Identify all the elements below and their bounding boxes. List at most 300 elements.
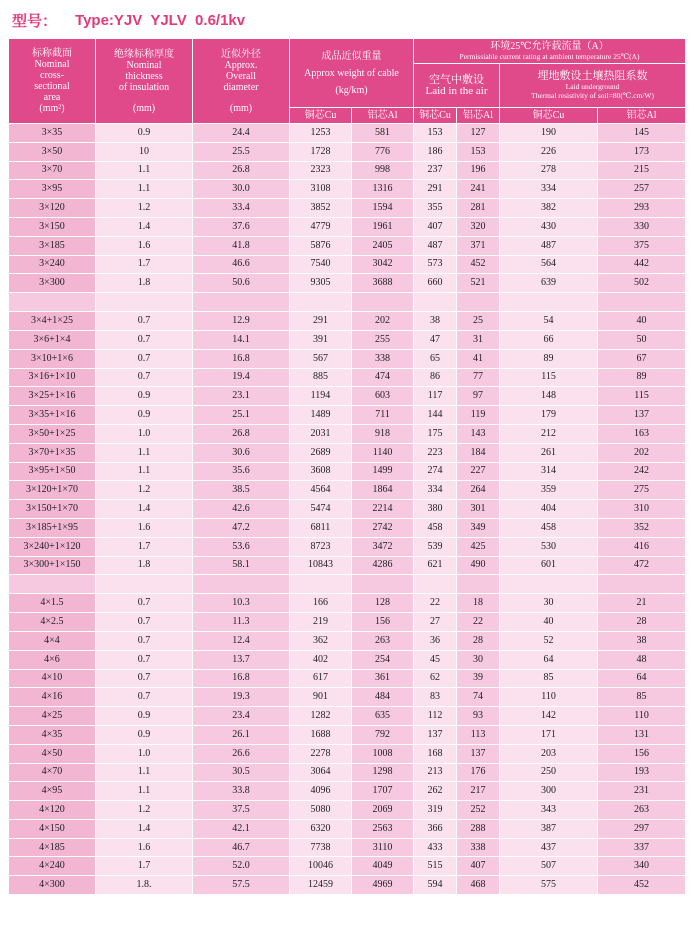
cell-ground-cu: 343 xyxy=(500,801,598,820)
cell-ground-al: 28 xyxy=(598,613,686,632)
cell-weight-al: 156 xyxy=(352,613,414,632)
cell-ground-al: 257 xyxy=(598,180,686,199)
cell-air-cu: 137 xyxy=(414,725,457,744)
cell-ground-al: 64 xyxy=(598,669,686,688)
table-row xyxy=(9,876,686,895)
spacer-cell xyxy=(96,575,193,594)
cell-weight-cu: 10843 xyxy=(290,556,352,575)
cell-air-al: 153 xyxy=(457,142,500,161)
cell-ground-cu: 601 xyxy=(500,556,598,575)
cell-insulation: 1.4 xyxy=(96,819,193,838)
cell-ground-al: 193 xyxy=(598,763,686,782)
cell-diameter: 47.2 xyxy=(193,518,290,537)
cell-weight-cu: 391 xyxy=(290,330,352,349)
table-row xyxy=(9,594,686,613)
cell-insulation: 1.2 xyxy=(96,801,193,820)
cell-air-al: 252 xyxy=(457,801,500,820)
cell-diameter: 42.6 xyxy=(193,500,290,519)
cell-insulation: 0.7 xyxy=(96,631,193,650)
cell-weight-al: 918 xyxy=(352,424,414,443)
model-type: Type:YJV YJLV 0.6/1kv xyxy=(75,11,246,29)
cell-ground-al: 173 xyxy=(598,142,686,161)
cell-weight-cu: 10046 xyxy=(290,857,352,876)
cell-weight-al: 1140 xyxy=(352,443,414,462)
table-row xyxy=(9,650,686,669)
cell-air-al: 28 xyxy=(457,631,500,650)
cell-diameter: 41.8 xyxy=(193,236,290,255)
cell-weight-al: 1499 xyxy=(352,462,414,481)
cell-air-al: 176 xyxy=(457,763,500,782)
cell-weight-cu: 5080 xyxy=(290,801,352,820)
cell-cross-section: 4×95 xyxy=(9,782,96,801)
table-row xyxy=(9,330,686,349)
table-row xyxy=(9,613,686,632)
cell-diameter: 33.8 xyxy=(193,782,290,801)
cell-cross-section: 3×185+1×95 xyxy=(9,518,96,537)
cell-cross-section: 4×150 xyxy=(9,819,96,838)
cell-air-al: 468 xyxy=(457,876,500,895)
table-row xyxy=(9,462,686,481)
table-row xyxy=(9,406,686,425)
cell-insulation: 1.8 xyxy=(96,556,193,575)
cell-diameter: 26.6 xyxy=(193,744,290,763)
cell-air-al: 113 xyxy=(457,725,500,744)
cell-cross-section: 3×150 xyxy=(9,217,96,236)
table-body xyxy=(9,124,686,895)
cell-diameter: 12.4 xyxy=(193,631,290,650)
cell-ground-cu: 430 xyxy=(500,217,598,236)
cell-diameter: 13.7 xyxy=(193,650,290,669)
cell-weight-cu: 3108 xyxy=(290,180,352,199)
cell-insulation: 0.9 xyxy=(96,406,193,425)
cell-air-cu: 65 xyxy=(414,349,457,368)
cell-weight-cu: 2689 xyxy=(290,443,352,462)
cell-insulation: 1.6 xyxy=(96,518,193,537)
cell-air-cu: 45 xyxy=(414,650,457,669)
cell-weight-al: 603 xyxy=(352,387,414,406)
cell-air-al: 281 xyxy=(457,199,500,218)
cell-ground-al: 215 xyxy=(598,161,686,180)
cell-weight-cu: 5474 xyxy=(290,500,352,519)
cell-weight-al: 1316 xyxy=(352,180,414,199)
cell-weight-cu: 1282 xyxy=(290,707,352,726)
cell-weight-cu: 3608 xyxy=(290,462,352,481)
cell-weight-al: 3472 xyxy=(352,537,414,556)
spacer-cell xyxy=(457,293,500,312)
cell-ground-al: 85 xyxy=(598,688,686,707)
cell-air-cu: 168 xyxy=(414,744,457,763)
cell-weight-cu: 362 xyxy=(290,631,352,650)
cell-cross-section: 3×6+1×4 xyxy=(9,330,96,349)
header-air-al: 铝芯Al xyxy=(457,108,500,124)
cell-weight-al: 2742 xyxy=(352,518,414,537)
cell-diameter: 25.5 xyxy=(193,142,290,161)
cell-diameter: 19.3 xyxy=(193,688,290,707)
cell-ground-cu: 530 xyxy=(500,537,598,556)
cell-ground-cu: 261 xyxy=(500,443,598,462)
table-row xyxy=(9,707,686,726)
cell-weight-al: 3688 xyxy=(352,274,414,293)
table-row xyxy=(9,857,686,876)
cell-weight-al: 792 xyxy=(352,725,414,744)
header-weight-al: 铝芯Al xyxy=(352,108,414,124)
header-cross-section: 标称截面 Nominal cross- sectional area (mm²) xyxy=(9,39,96,124)
cell-diameter: 26.1 xyxy=(193,725,290,744)
spacer-cell xyxy=(457,575,500,594)
cell-weight-cu: 9305 xyxy=(290,274,352,293)
cell-insulation: 1.1 xyxy=(96,763,193,782)
cell-air-al: 349 xyxy=(457,518,500,537)
cell-diameter: 42.1 xyxy=(193,819,290,838)
cell-ground-al: 163 xyxy=(598,424,686,443)
cell-cross-section: 4×50 xyxy=(9,744,96,763)
cell-insulation: 1.6 xyxy=(96,838,193,857)
cell-air-al: 119 xyxy=(457,406,500,425)
cell-air-al: 143 xyxy=(457,424,500,443)
cell-weight-al: 1961 xyxy=(352,217,414,236)
cell-cross-section: 3×300+1×150 xyxy=(9,556,96,575)
cell-cross-section: 3×95 xyxy=(9,180,96,199)
cell-weight-al: 3110 xyxy=(352,838,414,857)
cell-weight-cu: 402 xyxy=(290,650,352,669)
cell-weight-cu: 5876 xyxy=(290,236,352,255)
cell-insulation: 1.1 xyxy=(96,161,193,180)
spacer-cell xyxy=(352,293,414,312)
cell-air-al: 18 xyxy=(457,594,500,613)
cell-ground-cu: 564 xyxy=(500,255,598,274)
spacer-cell xyxy=(414,293,457,312)
cell-weight-cu: 2278 xyxy=(290,744,352,763)
cell-air-cu: 621 xyxy=(414,556,457,575)
cell-ground-cu: 212 xyxy=(500,424,598,443)
cell-air-cu: 380 xyxy=(414,500,457,519)
cell-ground-cu: 300 xyxy=(500,782,598,801)
cell-diameter: 16.8 xyxy=(193,669,290,688)
cell-diameter: 14.1 xyxy=(193,330,290,349)
cell-cross-section: 4×25 xyxy=(9,707,96,726)
cell-weight-al: 1008 xyxy=(352,744,414,763)
cell-ground-al: 502 xyxy=(598,274,686,293)
cell-diameter: 30.5 xyxy=(193,763,290,782)
cell-insulation: 1.1 xyxy=(96,782,193,801)
cell-weight-al: 1594 xyxy=(352,199,414,218)
table-row xyxy=(9,763,686,782)
table-row xyxy=(9,387,686,406)
cell-air-cu: 407 xyxy=(414,217,457,236)
cell-diameter: 23.1 xyxy=(193,387,290,406)
cell-ground-cu: 507 xyxy=(500,857,598,876)
cell-insulation: 0.7 xyxy=(96,368,193,387)
cell-ground-cu: 404 xyxy=(500,500,598,519)
cell-ground-cu: 639 xyxy=(500,274,598,293)
spacer-cell xyxy=(598,293,686,312)
cell-ground-cu: 179 xyxy=(500,406,598,425)
cell-cross-section: 3×120+1×70 xyxy=(9,481,96,500)
header-weight: 成品近似重量 Approx weight of cable (kg/km) xyxy=(290,39,414,108)
cell-ground-cu: 85 xyxy=(500,669,598,688)
table-row xyxy=(9,443,686,462)
cell-cross-section: 4×185 xyxy=(9,838,96,857)
cell-ground-al: 115 xyxy=(598,387,686,406)
cell-diameter: 24.4 xyxy=(193,124,290,143)
cell-air-al: 521 xyxy=(457,274,500,293)
cell-insulation: 1.0 xyxy=(96,424,193,443)
spacer-cell xyxy=(193,293,290,312)
cell-cross-section: 3×4+1×25 xyxy=(9,312,96,331)
cell-insulation: 0.7 xyxy=(96,688,193,707)
cell-cross-section: 4×16 xyxy=(9,688,96,707)
cell-ground-al: 50 xyxy=(598,330,686,349)
cell-insulation: 1.8 xyxy=(96,274,193,293)
cell-insulation: 0.7 xyxy=(96,594,193,613)
header-air-cu: 铜芯Cu xyxy=(414,108,457,124)
cell-cross-section: 3×35+1×16 xyxy=(9,406,96,425)
cell-air-al: 184 xyxy=(457,443,500,462)
header-laid-underground: 埋地敷设土壤热阻系数 Laid underground Thermal resistivity of soil=80(℃.cm/W) xyxy=(500,64,686,108)
table-row xyxy=(9,180,686,199)
cell-insulation: 0.9 xyxy=(96,725,193,744)
table-row xyxy=(9,142,686,161)
cell-ground-cu: 64 xyxy=(500,650,598,669)
spacer-cell xyxy=(290,293,352,312)
cell-weight-cu: 1253 xyxy=(290,124,352,143)
cell-cross-section: 3×95+1×50 xyxy=(9,462,96,481)
cell-cross-section: 3×50 xyxy=(9,142,96,161)
spacer-cell xyxy=(500,575,598,594)
cell-insulation: 1.2 xyxy=(96,199,193,218)
cell-cross-section: 4×6 xyxy=(9,650,96,669)
cell-air-cu: 62 xyxy=(414,669,457,688)
cell-air-cu: 36 xyxy=(414,631,457,650)
cell-weight-al: 4969 xyxy=(352,876,414,895)
cell-air-al: 137 xyxy=(457,744,500,763)
cell-insulation: 0.9 xyxy=(96,707,193,726)
cell-weight-cu: 4779 xyxy=(290,217,352,236)
spacer-cell xyxy=(290,575,352,594)
cell-air-al: 196 xyxy=(457,161,500,180)
cell-diameter: 12.9 xyxy=(193,312,290,331)
cell-air-al: 227 xyxy=(457,462,500,481)
table-row xyxy=(9,819,686,838)
cell-air-cu: 433 xyxy=(414,838,457,857)
cell-air-al: 25 xyxy=(457,312,500,331)
header-weight-cu: 铜芯Cu xyxy=(290,108,352,124)
header-laid-in-air: 空气中敷设 Laid in the air xyxy=(414,64,500,108)
table-row xyxy=(9,556,686,575)
cell-diameter: 37.5 xyxy=(193,801,290,820)
cell-weight-cu: 291 xyxy=(290,312,352,331)
cell-ground-cu: 142 xyxy=(500,707,598,726)
cell-insulation: 0.7 xyxy=(96,613,193,632)
cell-diameter: 10.3 xyxy=(193,594,290,613)
cell-insulation: 0.7 xyxy=(96,650,193,669)
cell-weight-al: 998 xyxy=(352,161,414,180)
cell-ground-cu: 30 xyxy=(500,594,598,613)
cell-diameter: 37.6 xyxy=(193,217,290,236)
cell-weight-cu: 7738 xyxy=(290,838,352,857)
cell-ground-al: 38 xyxy=(598,631,686,650)
spacer-cell xyxy=(96,293,193,312)
cell-air-cu: 47 xyxy=(414,330,457,349)
cell-weight-cu: 617 xyxy=(290,669,352,688)
cell-air-al: 30 xyxy=(457,650,500,669)
cell-air-cu: 487 xyxy=(414,236,457,255)
cell-cross-section: 4×10 xyxy=(9,669,96,688)
spacer-cell xyxy=(352,575,414,594)
cell-weight-cu: 1728 xyxy=(290,142,352,161)
table-row xyxy=(9,500,686,519)
cell-weight-cu: 219 xyxy=(290,613,352,632)
cell-diameter: 58.1 xyxy=(193,556,290,575)
cell-diameter: 35.6 xyxy=(193,462,290,481)
cell-insulation: 0.9 xyxy=(96,387,193,406)
cell-ground-cu: 203 xyxy=(500,744,598,763)
cell-insulation: 0.9 xyxy=(96,124,193,143)
cell-diameter: 38.5 xyxy=(193,481,290,500)
table-row xyxy=(9,801,686,820)
table-row xyxy=(9,725,686,744)
header-ground-cu: 铜芯Cu xyxy=(500,108,598,124)
cell-insulation: 0.7 xyxy=(96,312,193,331)
cell-weight-cu: 7540 xyxy=(290,255,352,274)
cell-weight-al: 581 xyxy=(352,124,414,143)
cell-ground-al: 275 xyxy=(598,481,686,500)
cell-air-cu: 319 xyxy=(414,801,457,820)
cell-cross-section: 4×4 xyxy=(9,631,96,650)
cell-air-cu: 223 xyxy=(414,443,457,462)
cell-insulation: 1.1 xyxy=(96,443,193,462)
cell-ground-al: 340 xyxy=(598,857,686,876)
table-row xyxy=(9,688,686,707)
cell-weight-cu: 3852 xyxy=(290,199,352,218)
cell-insulation: 1.8. xyxy=(96,876,193,895)
cell-ground-al: 48 xyxy=(598,650,686,669)
cell-air-al: 320 xyxy=(457,217,500,236)
group-spacer xyxy=(9,293,686,312)
table-row xyxy=(9,744,686,763)
cell-insulation: 0.7 xyxy=(96,669,193,688)
cell-ground-al: 110 xyxy=(598,707,686,726)
spacer-cell xyxy=(193,575,290,594)
cell-insulation: 1.6 xyxy=(96,236,193,255)
page-title xyxy=(12,8,245,32)
cell-ground-cu: 250 xyxy=(500,763,598,782)
table-row xyxy=(9,255,686,274)
cell-insulation: 1.2 xyxy=(96,481,193,500)
cell-cross-section: 3×120 xyxy=(9,199,96,218)
cell-cross-section: 3×150+1×70 xyxy=(9,500,96,519)
cell-weight-al: 1707 xyxy=(352,782,414,801)
cell-diameter: 33.4 xyxy=(193,199,290,218)
cell-air-cu: 213 xyxy=(414,763,457,782)
cell-ground-al: 202 xyxy=(598,443,686,462)
cell-air-al: 490 xyxy=(457,556,500,575)
cell-air-cu: 594 xyxy=(414,876,457,895)
cell-air-cu: 117 xyxy=(414,387,457,406)
cell-diameter: 30.6 xyxy=(193,443,290,462)
header-ground-al: 铝芯Al xyxy=(598,108,686,124)
cell-diameter: 11.3 xyxy=(193,613,290,632)
cell-weight-cu: 2323 xyxy=(290,161,352,180)
cell-air-cu: 112 xyxy=(414,707,457,726)
cell-weight-cu: 3064 xyxy=(290,763,352,782)
cell-ground-cu: 359 xyxy=(500,481,598,500)
table-row xyxy=(9,518,686,537)
cell-air-al: 241 xyxy=(457,180,500,199)
cell-weight-al: 776 xyxy=(352,142,414,161)
cell-insulation: 1.7 xyxy=(96,857,193,876)
cell-ground-al: 231 xyxy=(598,782,686,801)
header-insulation: 绝缘标称厚度 Nominal thickness of insulation (mm) xyxy=(96,39,193,124)
cell-ground-cu: 278 xyxy=(500,161,598,180)
cell-insulation: 1.1 xyxy=(96,462,193,481)
cell-weight-al: 254 xyxy=(352,650,414,669)
cell-air-cu: 262 xyxy=(414,782,457,801)
cell-air-cu: 660 xyxy=(414,274,457,293)
cell-ground-cu: 40 xyxy=(500,613,598,632)
cell-weight-cu: 6320 xyxy=(290,819,352,838)
cell-air-al: 127 xyxy=(457,124,500,143)
cell-air-cu: 83 xyxy=(414,688,457,707)
cell-air-cu: 291 xyxy=(414,180,457,199)
cell-diameter: 57.5 xyxy=(193,876,290,895)
cell-cross-section: 3×25+1×16 xyxy=(9,387,96,406)
cell-diameter: 26.8 xyxy=(193,424,290,443)
cell-ground-cu: 66 xyxy=(500,330,598,349)
cell-weight-al: 2214 xyxy=(352,500,414,519)
cell-ground-cu: 387 xyxy=(500,819,598,838)
cell-ground-al: 297 xyxy=(598,819,686,838)
cell-air-al: 264 xyxy=(457,481,500,500)
table-row xyxy=(9,312,686,331)
table-row xyxy=(9,669,686,688)
cell-insulation: 1.7 xyxy=(96,255,193,274)
cell-weight-al: 2069 xyxy=(352,801,414,820)
cell-ground-al: 156 xyxy=(598,744,686,763)
cell-weight-al: 2405 xyxy=(352,236,414,255)
cell-ground-al: 137 xyxy=(598,406,686,425)
cell-air-al: 93 xyxy=(457,707,500,726)
cell-cross-section: 4×70 xyxy=(9,763,96,782)
cell-weight-al: 1864 xyxy=(352,481,414,500)
cell-ground-al: 310 xyxy=(598,500,686,519)
cell-air-cu: 86 xyxy=(414,368,457,387)
spacer-cell xyxy=(500,293,598,312)
cell-weight-cu: 4564 xyxy=(290,481,352,500)
cell-insulation: 1.1 xyxy=(96,180,193,199)
cell-insulation: 1.7 xyxy=(96,537,193,556)
cell-air-cu: 38 xyxy=(414,312,457,331)
cell-ground-al: 337 xyxy=(598,838,686,857)
cell-cross-section: 3×240+1×120 xyxy=(9,537,96,556)
cell-diameter: 52.0 xyxy=(193,857,290,876)
cell-ground-cu: 190 xyxy=(500,124,598,143)
cell-air-cu: 22 xyxy=(414,594,457,613)
table-row xyxy=(9,838,686,857)
cell-weight-cu: 12459 xyxy=(290,876,352,895)
cell-insulation: 10 xyxy=(96,142,193,161)
cable-spec-table xyxy=(8,38,686,895)
cell-ground-al: 40 xyxy=(598,312,686,331)
cell-ground-al: 131 xyxy=(598,725,686,744)
cell-ground-cu: 487 xyxy=(500,236,598,255)
cell-air-cu: 539 xyxy=(414,537,457,556)
cell-air-cu: 237 xyxy=(414,161,457,180)
cell-diameter: 19.4 xyxy=(193,368,290,387)
cell-air-cu: 458 xyxy=(414,518,457,537)
cell-ground-cu: 575 xyxy=(500,876,598,895)
cell-ground-cu: 314 xyxy=(500,462,598,481)
